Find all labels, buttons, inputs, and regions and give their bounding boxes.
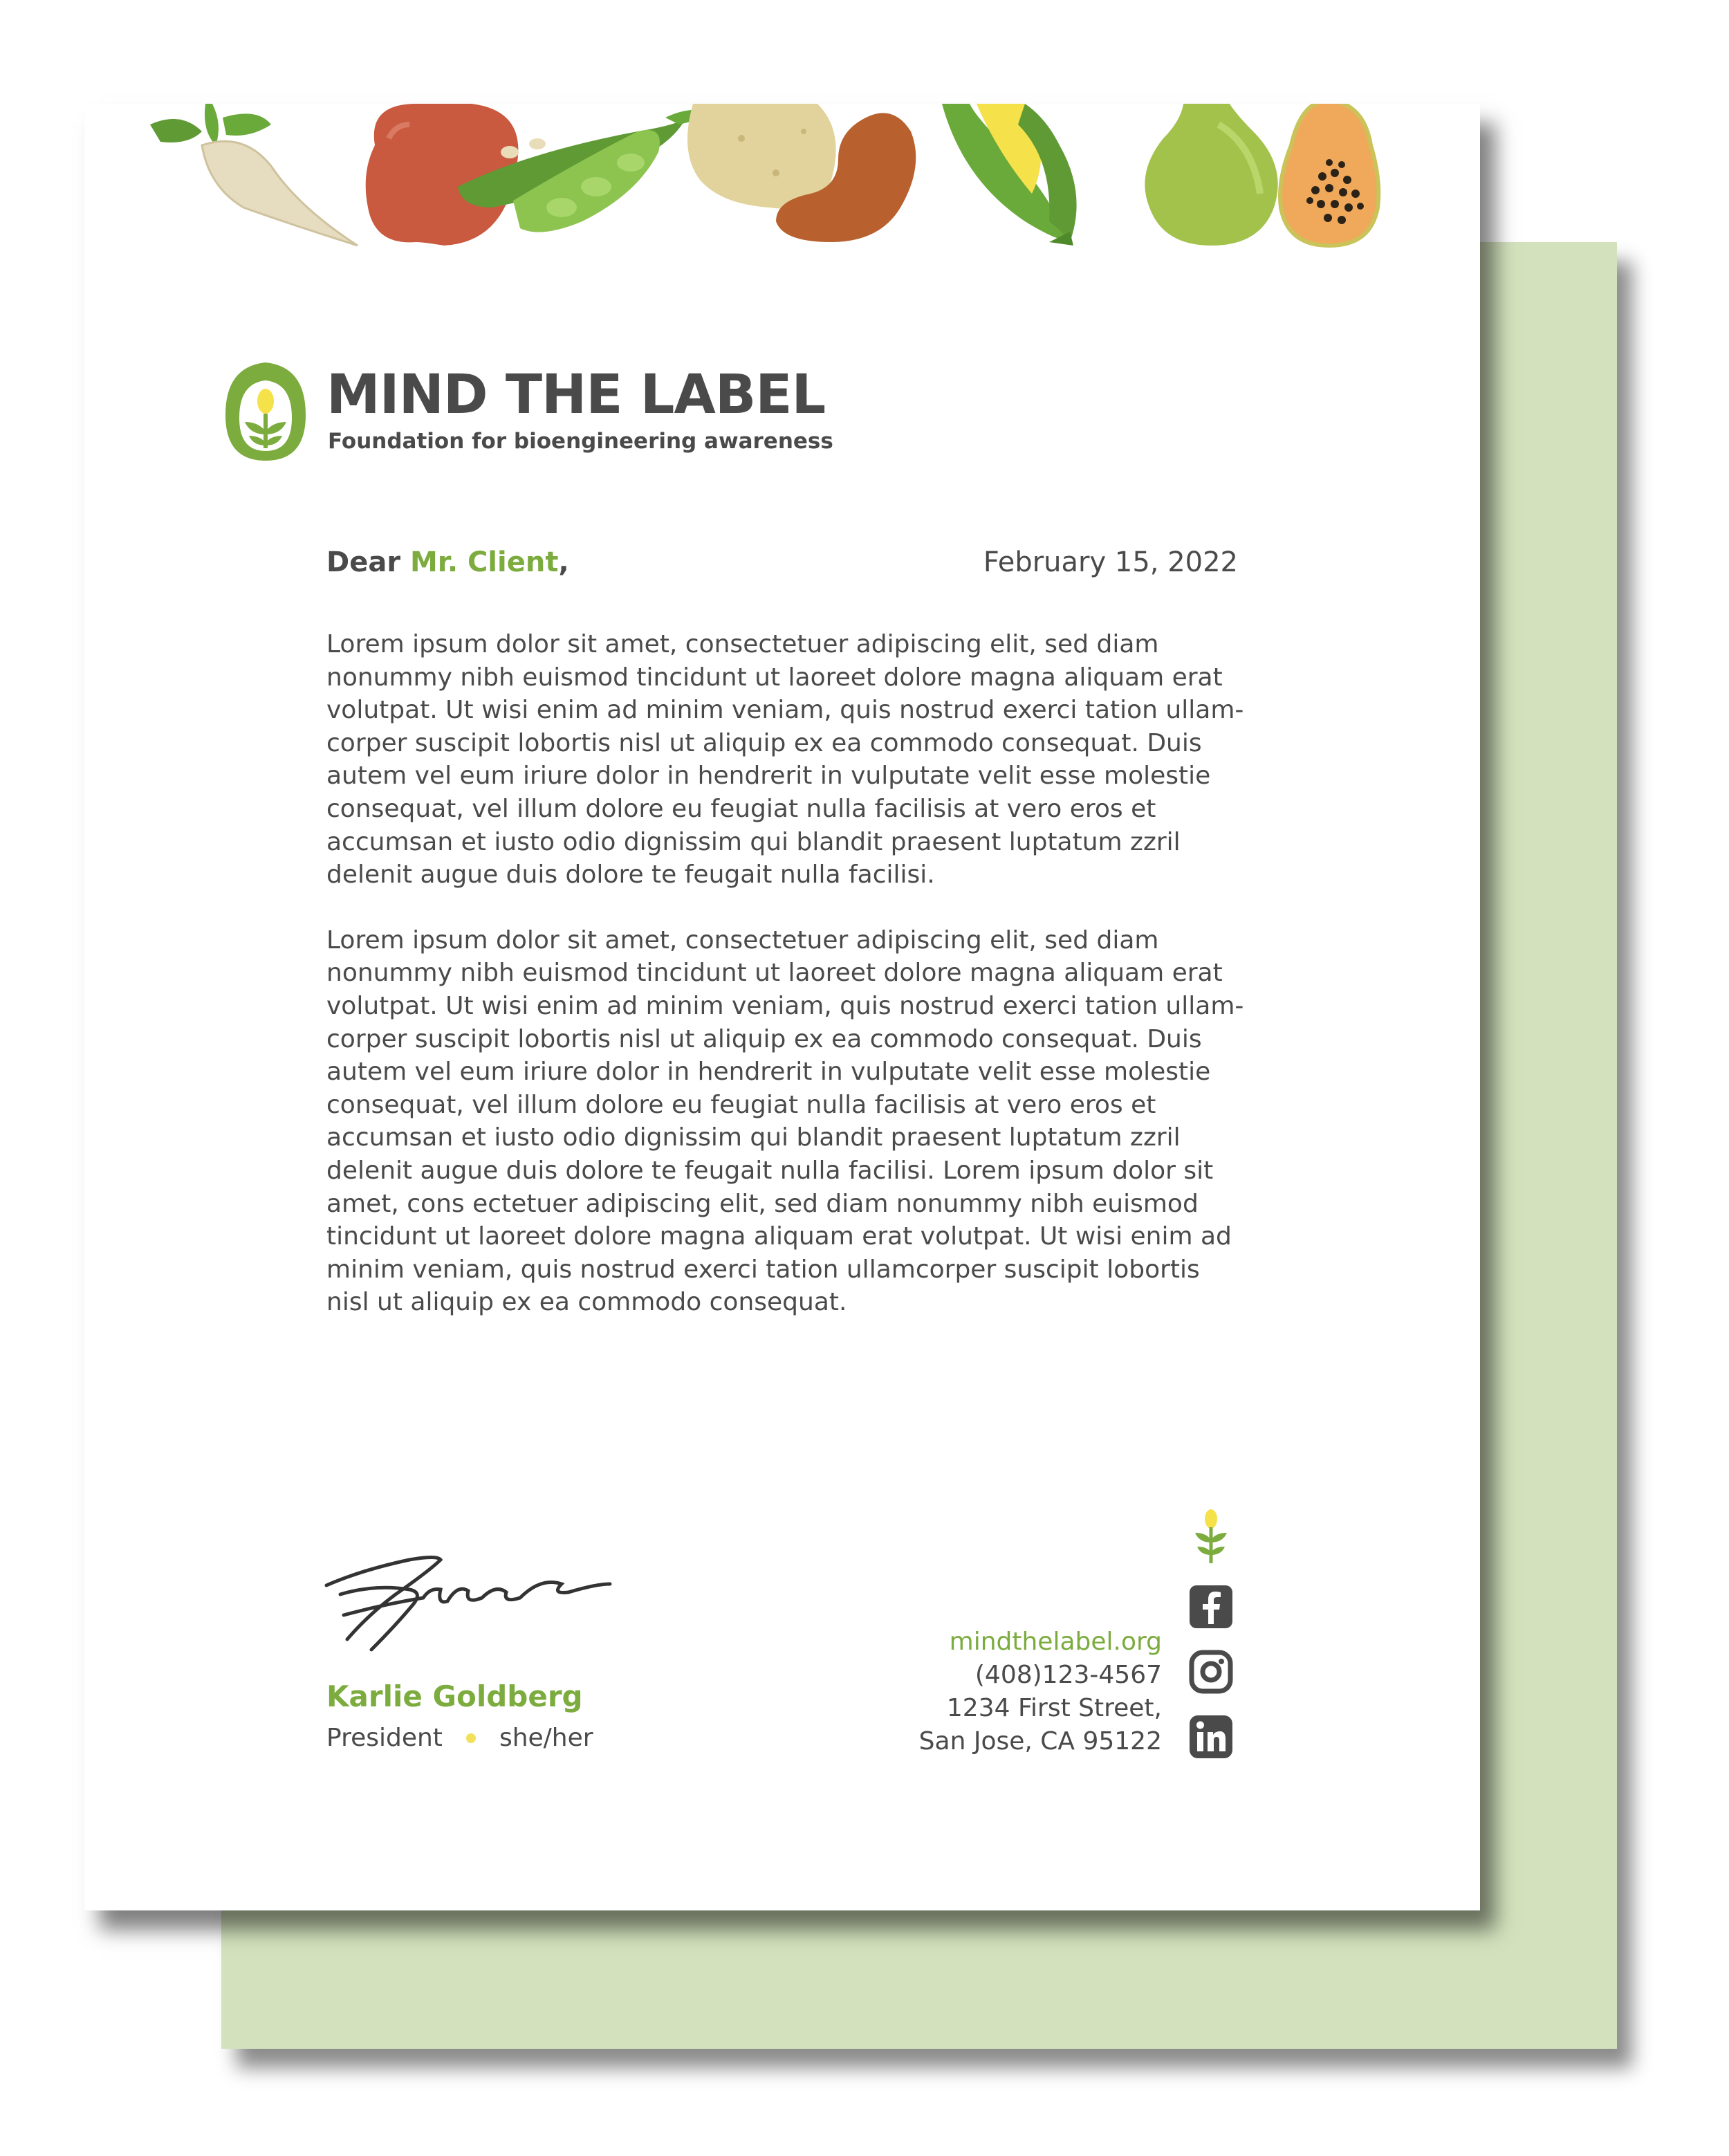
organization-tagline: Foundation for bioengineering awareness (328, 429, 833, 454)
letterhead-page (84, 104, 1480, 1910)
sprout-logo-icon (223, 360, 308, 463)
sprout-icon (1192, 1508, 1230, 1565)
produce-illustration-strip (84, 104, 1480, 256)
phone-number: (408)123-4567 (974, 1661, 1162, 1689)
organization-name: MIND THE LABEL (326, 364, 826, 426)
letter-date: February 15, 2022 (983, 546, 1238, 578)
body-paragraph: Lorem ipsum dolor sit amet, consectetuer adipiscing elit, sed diam nonummy nibh euismod tincidunt ut laoreet dolore magna aliquam erat volutpat. Ut wisi enim ad minim veniam, quis nostrud exerci tation ullam- corper suscipit lobortis nisl ut aliquip ex ea commodo consequat. Duis autem vel eum iriure dolor in hendrerit in vulputate velit esse molestie consequat, vel illum dolore eu feugiat nulla facilisis at vero eros et accumsan et iusto odio dignissim qui blandit praesent luptatum zzril delenit augue duis dolore te feugait nulla facilisi. Lorem ipsum dolor sit amet, cons ectetuer adipiscing elit, sed diam nonummy nibh euismod tincidunt ut laoreet dolore magna aliquam erat volutpat. Ut wisi enim ad minim veniam, quis nostrud exerci tation ullamcorper suscipit lobortis nisl ut aliquip ex ea commodo consequat. (326, 925, 1244, 1317)
signer-name: Karlie Goldberg (326, 1679, 583, 1713)
signer-pronouns: she/her (499, 1724, 593, 1752)
linkedin-icon[interactable] (1188, 1714, 1234, 1760)
signer-meta (326, 1724, 593, 1752)
salutation (326, 546, 569, 578)
corn-icon (942, 104, 1077, 246)
signer-title: President (326, 1724, 443, 1752)
letter-body (326, 628, 1246, 1352)
website-link[interactable]: mindthelabel.org (949, 1628, 1162, 1656)
facebook-icon[interactable] (1188, 1584, 1234, 1630)
separator-dot (466, 1733, 476, 1743)
pear-icon (1145, 104, 1277, 246)
street-address: 1234 First Street, (946, 1694, 1162, 1722)
greeting-word: Dear (326, 546, 401, 578)
city-address: San Jose, CA 95122 (918, 1727, 1162, 1756)
handwritten-signature (320, 1529, 617, 1653)
contact-block (919, 1625, 1162, 1758)
body-paragraph: Lorem ipsum dolor sit amet, consectetuer adipiscing elit, sed diam nonummy nibh euismod tincidunt ut laoreet dolore magna aliquam erat volutpat. Ut wisi enim ad minim veniam, quis nostrud exerci tation ullam- corper suscipit lobortis nisl ut aliquip ex ea commodo consequat. Duis autem vel eum iriure dolor in hendrerit in vulputate velit esse molestie consequat, vel illum dolore eu feugiat nulla facilisis at vero eros et accumsan et iusto odio dignissim qui blandit praesent luptatum zzril delenit augue duis dolore te feugait nulla facilisi. (326, 630, 1244, 890)
instagram-icon[interactable] (1188, 1649, 1234, 1695)
papaya-icon (1280, 104, 1378, 246)
parsnip-icon (150, 104, 358, 246)
recipient-name: Mr. Client (410, 546, 559, 578)
greeting-punctuation: , (558, 546, 569, 578)
